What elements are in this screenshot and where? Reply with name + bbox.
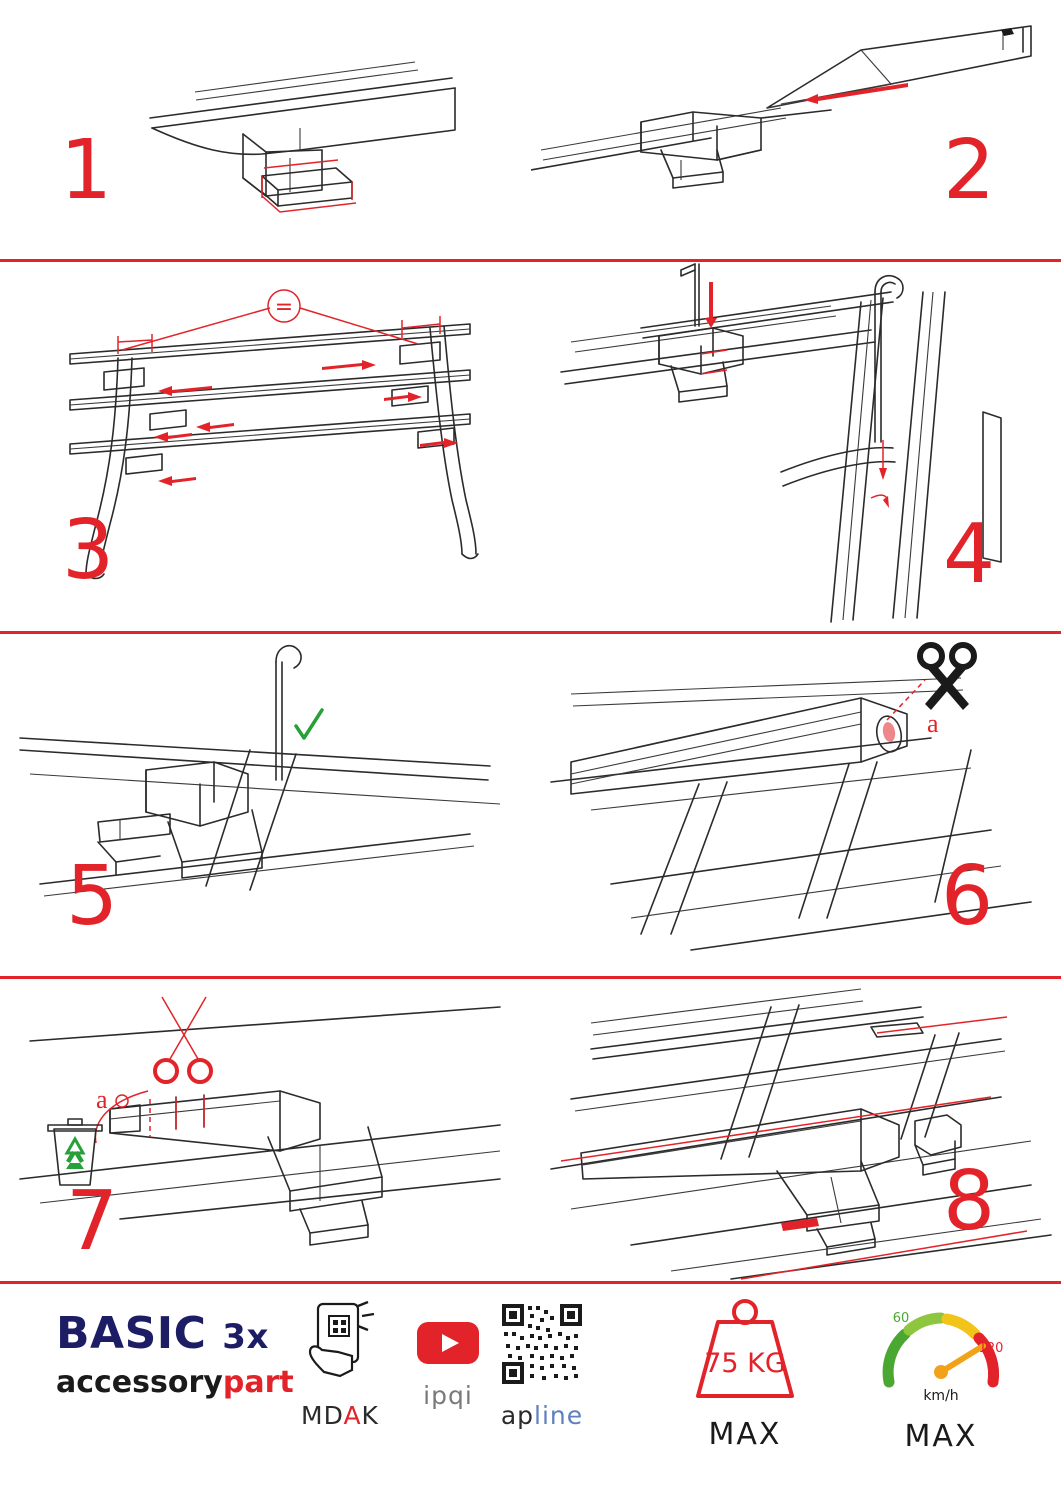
brand-block xyxy=(56,1308,296,1400)
logo-mdak xyxy=(284,1300,396,1430)
step-number-6: 6 xyxy=(941,849,992,944)
scissors-icon-step7 xyxy=(155,997,211,1082)
step-row-3 xyxy=(0,634,1061,979)
max-load-block xyxy=(660,1296,830,1452)
ipqi-label: ipqi xyxy=(423,1381,473,1410)
step-panel-6 xyxy=(531,634,1061,976)
product-line-label: BASIC 3x xyxy=(56,1308,269,1359)
step-number-1: 1 xyxy=(60,123,111,218)
step-number-3: 3 xyxy=(62,503,113,598)
step-panel-1 xyxy=(0,0,530,259)
company-name: accessorypart xyxy=(56,1365,294,1400)
step-row-4 xyxy=(0,979,1061,1284)
step-row-2 xyxy=(0,262,1061,634)
max-speed-label: MAX xyxy=(904,1419,978,1454)
qr-code xyxy=(500,1302,584,1386)
logo-apline xyxy=(478,1302,606,1430)
scissors-icon xyxy=(920,645,974,710)
max-load-label: MAX xyxy=(708,1417,782,1452)
mdak-label: MDAK xyxy=(301,1401,379,1430)
footer-branding-bar xyxy=(0,1284,1061,1500)
step-panel-5 xyxy=(0,634,530,976)
max-load-value: 75 KG xyxy=(704,1348,786,1379)
quantity-label: 3x xyxy=(222,1317,269,1357)
apline-label: apline xyxy=(500,1401,584,1430)
step-panel-4 xyxy=(531,262,1061,631)
youtube-icon xyxy=(415,1318,481,1366)
step-number-8: 8 xyxy=(943,1154,994,1249)
marker-a-step-6: a xyxy=(927,709,939,738)
step-number-2: 2 xyxy=(943,123,994,218)
max-speed-block xyxy=(856,1296,1026,1454)
step-panel-2 xyxy=(531,0,1061,259)
speed-min-tick: 60 xyxy=(892,1311,910,1326)
step-number-4: 4 xyxy=(943,507,994,602)
step-row-1 xyxy=(0,0,1061,262)
marker-a-step-7: a xyxy=(96,1085,108,1114)
weight-icon xyxy=(680,1296,810,1406)
step-panel-7 xyxy=(0,979,530,1281)
step-number-5: 5 xyxy=(66,849,117,944)
speed-max-tick: 120 xyxy=(978,1341,1004,1356)
step-panel-8 xyxy=(531,979,1061,1281)
step-number-7: 7 xyxy=(66,1174,117,1269)
speed-unit: km/h xyxy=(923,1388,959,1404)
speedometer-icon xyxy=(871,1296,1011,1408)
equals-symbol: = xyxy=(274,295,294,320)
qr-scan-icon xyxy=(296,1300,384,1386)
step-panel-3 xyxy=(0,262,530,631)
